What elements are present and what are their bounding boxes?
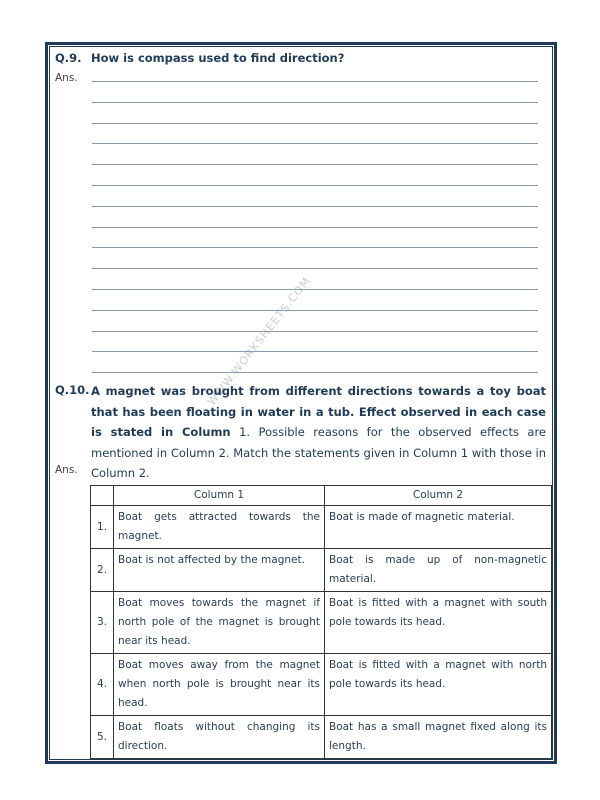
answer-line[interactable]	[92, 185, 538, 186]
answer-line[interactable]	[92, 143, 538, 144]
row-col2: Boat is made of magnetic material.	[325, 506, 552, 549]
q10-question	[91, 381, 546, 484]
row-col1: Boat gets attracted towards the magnet.	[114, 506, 325, 549]
table-row	[91, 506, 552, 549]
answer-line[interactable]	[92, 164, 538, 165]
answer-line[interactable]	[92, 331, 538, 332]
table-row	[91, 592, 552, 654]
q10-number: Q.10.	[55, 383, 90, 397]
answer-line[interactable]	[92, 81, 538, 82]
q10-question-bold: A magnet was brought from different directions towards a toy boat that has been floating in water in a tub. Effect observed in each case is stated in Column	[91, 384, 546, 439]
row-col1: Boat moves away from the magnet when north pole is brought near its head.	[114, 654, 325, 716]
table-row	[91, 716, 552, 759]
watermark: WWW.WORKSHEETS.COM	[205, 274, 314, 409]
answer-line[interactable]	[92, 227, 538, 228]
answer-line[interactable]	[92, 289, 538, 290]
row-col2: Boat is fitted with a magnet with north pole towards its head.	[325, 654, 552, 716]
answer-line[interactable]	[92, 123, 538, 124]
q10-question-normal: 1. Possible reasons for the observed effects are mentioned in Column 2. Match the statements given in Column 1 with those in Column 2.	[91, 425, 547, 480]
q9-question: How is compass used to find direction?	[91, 51, 345, 65]
row-col2: Boat has a small magnet fixed along its length.	[325, 716, 552, 759]
row-col2: Boat is fitted with a magnet with south pole towards its head.	[325, 592, 552, 654]
header-column-1: Column 1	[114, 486, 325, 506]
answer-line[interactable]	[92, 351, 538, 352]
match-table	[90, 485, 552, 759]
row-number: 5.	[91, 716, 114, 759]
table-row	[91, 549, 552, 592]
answer-line[interactable]	[92, 268, 538, 269]
row-number: 3.	[91, 592, 114, 654]
q9-number: Q.9.	[55, 51, 82, 65]
table-header-row	[91, 486, 552, 506]
q10-answer-label: Ans.	[55, 464, 78, 476]
row-col1: Boat is not affected by the magnet.	[114, 549, 325, 592]
row-number: 2.	[91, 549, 114, 592]
row-col1: Boat floats without changing its direction.	[114, 716, 325, 759]
row-number: 4.	[91, 654, 114, 716]
table-row	[91, 654, 552, 716]
answer-line[interactable]	[92, 247, 538, 248]
answer-line[interactable]	[92, 372, 538, 373]
q9-answer-label: Ans.	[55, 72, 78, 84]
header-column-2: Column 2	[325, 486, 552, 506]
row-number: 1.	[91, 506, 114, 549]
answer-line[interactable]	[92, 206, 538, 207]
answer-line[interactable]	[92, 310, 538, 311]
row-col2: Boat is made up of non-magnetic material.	[325, 549, 552, 592]
header-blank	[91, 486, 114, 506]
row-col1: Boat moves towards the magnet if north pole of the magnet is brought near its head.	[114, 592, 325, 654]
answer-line[interactable]	[92, 102, 538, 103]
